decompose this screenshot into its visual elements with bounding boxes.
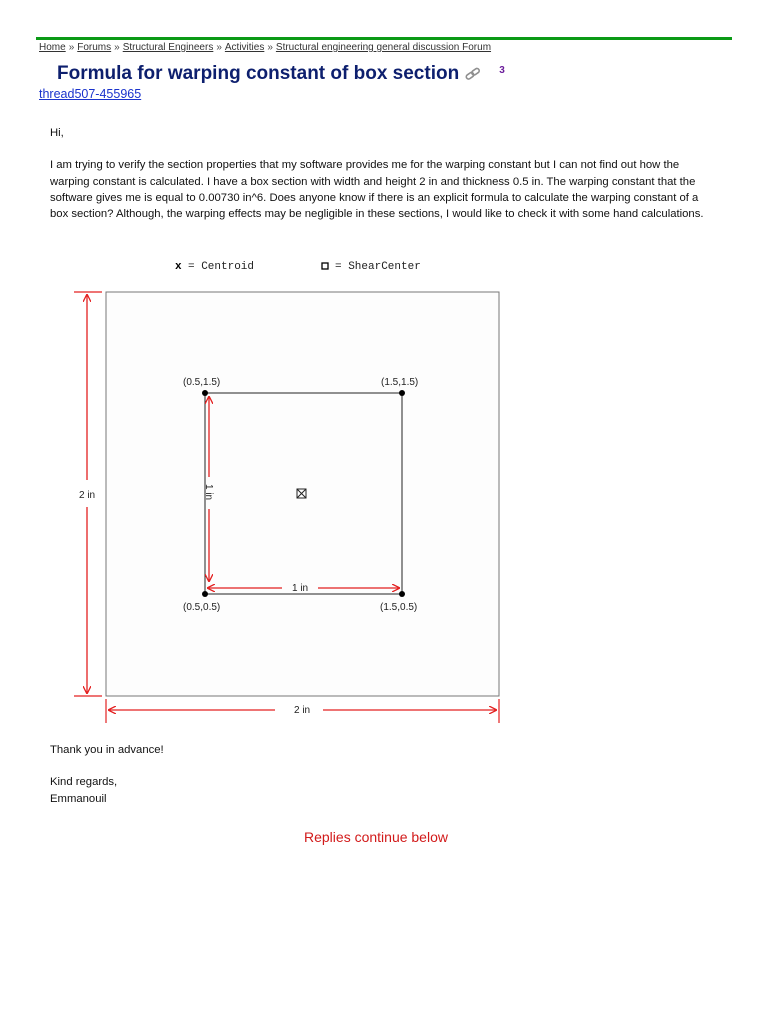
label-bottom-left: (0.5,0.5) xyxy=(183,602,221,613)
breadcrumb-separator: » xyxy=(114,42,120,53)
label-top-left: (0.5,1.5) xyxy=(183,377,221,388)
replies-continue-notice: Replies continue below xyxy=(304,829,448,845)
corner-point-top-right xyxy=(399,390,405,396)
outer-width-label: 2 in xyxy=(294,705,311,716)
post-body xyxy=(50,125,710,222)
corner-point-top-left xyxy=(202,390,208,396)
breadcrumb xyxy=(39,42,491,53)
post-thanks: Thank you in advance! xyxy=(50,744,164,756)
chain-link-icon[interactable] xyxy=(465,67,481,86)
top-accent-bar xyxy=(36,37,732,40)
breadcrumb-activities[interactable]: Activities xyxy=(224,42,265,53)
post-paragraph: I am trying to verify the section properties that my software provides me for the warping constant but I can not find out how the warping constant is calculated. I have a box section with width and height 2 in and thickness 0.5 in. The warping constant that the software gives me is equal to 0.00730 in^6. Does anyone know if there is an explicit formula to calculate the warping constant of a box section? Although, the warping effects may be negligible in these sections, I would like to check it with some hand calculations. xyxy=(50,159,704,221)
post-greeting: Hi, xyxy=(50,127,64,139)
post-author: Emmanouil xyxy=(50,792,107,805)
legend-shear-center-text: = ShearCenter xyxy=(335,261,421,273)
legend-centroid-text: = Centroid xyxy=(188,261,255,273)
centroid-symbol: x xyxy=(175,261,182,273)
corner-point-bottom-right xyxy=(399,591,405,597)
thread-header xyxy=(57,63,505,86)
breadcrumb-structural-engineers[interactable]: Structural Engineers xyxy=(122,42,214,53)
label-bottom-right: (1.5,0.5) xyxy=(380,602,418,613)
breadcrumb-separator: » xyxy=(216,42,222,53)
label-top-right: (1.5,1.5) xyxy=(381,377,419,388)
box-section-diagram xyxy=(60,255,516,725)
breadcrumb-forum[interactable]: Structural engineering general discussion Forum xyxy=(275,42,492,53)
thread-id-link[interactable]: thread507-455965 xyxy=(39,87,142,101)
corner-point-bottom-left xyxy=(202,591,208,597)
breadcrumb-separator: » xyxy=(267,42,273,53)
breadcrumb-separator: » xyxy=(68,42,75,53)
post-closing xyxy=(50,742,164,807)
thread-title: Formula for warping constant of box section xyxy=(57,63,460,84)
inner-height-label: 1 in xyxy=(203,484,214,501)
post-regards: Kind regards, xyxy=(50,776,118,789)
reply-count-badge: 3 xyxy=(499,65,505,76)
shear-center-legend-icon xyxy=(322,263,328,269)
inner-width-label: 1 in xyxy=(292,583,309,594)
breadcrumb-forums[interactable]: Forums xyxy=(77,42,112,53)
outer-height-label: 2 in xyxy=(79,490,96,501)
breadcrumb-home[interactable]: Home xyxy=(39,42,66,53)
